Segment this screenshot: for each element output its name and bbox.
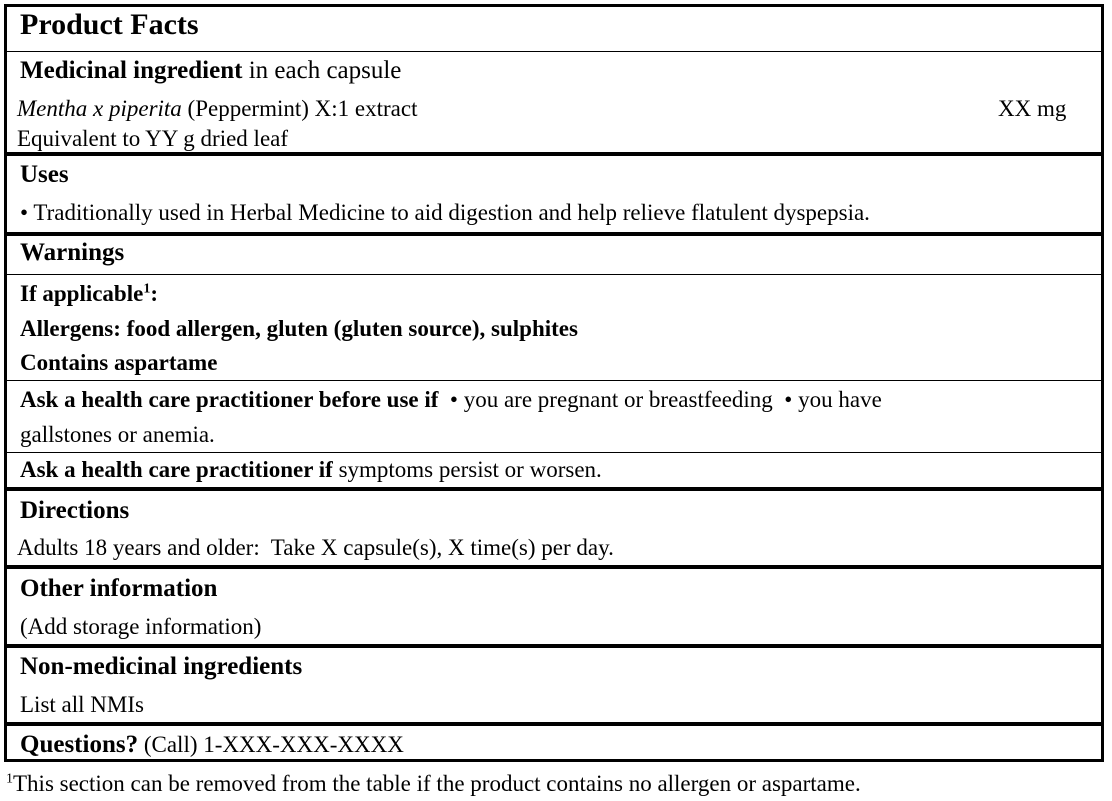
medicinal-heading-line [20,57,401,85]
divider [7,380,1101,381]
nmi-text: List all NMIs [20,692,144,717]
divider [7,452,1101,453]
divider [7,51,1101,52]
ask-before-use-line [20,387,882,413]
allergens-text: Allergens: food allergen, gluten (gluten source), sulphites [20,316,578,341]
nmi-heading: Non-medicinal ingredients [20,653,303,680]
ask-before-use-continuation: gallstones or anemia. [20,422,215,447]
ask-if-line [20,457,602,483]
ingredient-amount: XX mg [998,96,1067,121]
directions-text: Adults 18 years and older: Take X capsule(s), X time(s) per day. [17,535,614,560]
if-applicable-colon: : [150,281,158,306]
medicinal-heading: Medicinal ingredient [20,57,243,84]
directions-heading: Directions [20,497,130,524]
divider [7,274,1101,275]
section-divider [7,232,1101,236]
footnote [6,771,861,797]
footnote-mark: 1 [143,281,151,297]
other-information-text: (Add storage information) [20,614,262,639]
questions-line [20,731,404,759]
aspartame-text: Contains aspartame [20,350,218,375]
questions-text: (Call) 1-XXX-XXX-XXXX [138,732,404,757]
if-applicable-line [20,281,158,307]
section-divider [7,565,1101,569]
ask-before-use-text: • you are pregnant or breastfeeding • you have [438,387,882,412]
page-title: Product Facts [20,8,199,41]
footnote-text: This section can be removed from the table if the product contains no allergen or aspartame. [13,771,861,796]
if-applicable-label: If applicable [20,281,144,306]
product-facts-table [4,4,1104,762]
section-divider [7,487,1101,491]
uses-heading: Uses [20,161,69,188]
ingredient-latin-name: Mentha x piperita [17,96,182,121]
other-information-heading: Other information [20,575,218,602]
ask-before-use-label: Ask a health care practitioner before use if [20,387,439,412]
questions-heading: Questions? [20,731,139,758]
ingredient-equivalent: Equivalent to YY g dried leaf [17,126,289,151]
ask-if-text: symptoms persist or worsen. [332,457,602,482]
ask-if-label: Ask a health care practitioner if [20,457,333,482]
ingredient-description: (Peppermint) X:1 extract [181,96,418,121]
uses-text: • Traditionally used in Herbal Medicine to aid digestion and help relieve flatulent dyspepsia. [20,200,870,225]
section-divider [7,722,1101,726]
section-divider [7,152,1101,156]
warnings-heading: Warnings [20,239,125,266]
medicinal-heading-suffix: in each capsule [242,57,402,84]
section-divider [7,644,1101,648]
footnote-number: 1 [6,771,13,787]
ingredient-line [17,96,417,122]
